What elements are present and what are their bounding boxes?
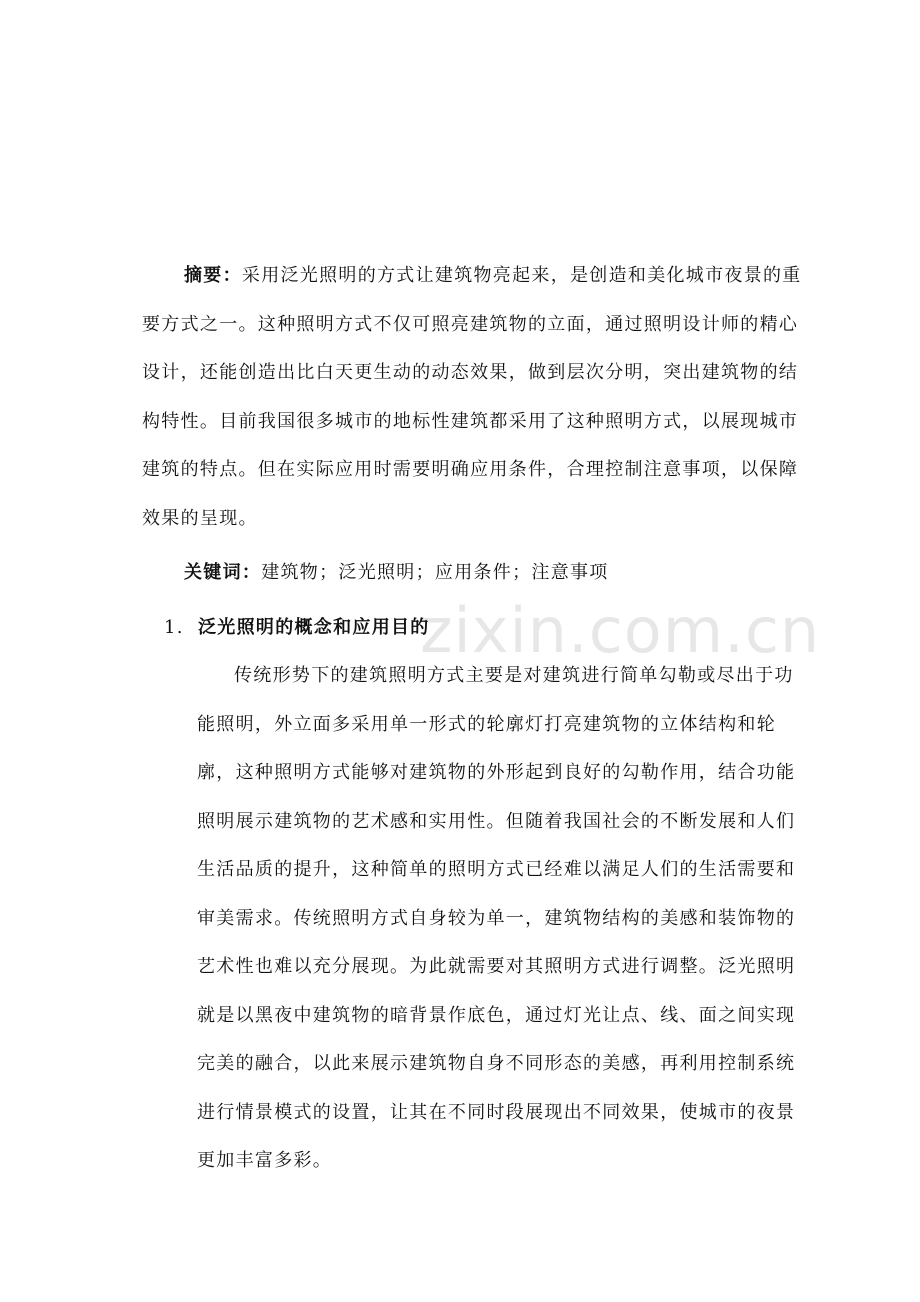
keywords-text: 建筑物；泛光照明；应用条件；注意事项 [261, 562, 609, 583]
section-line-6: 审美需求。传统照明方式自身较为单一，建筑物结构的美感和装饰物的 [197, 908, 796, 929]
abstract-line-4: 构特性。目前我国很多城市的地标性建筑都采用了这种照明方式，以展现城市 [142, 411, 799, 432]
abstract-line-6: 效果的呈现。 [142, 508, 258, 529]
section-line-9: 完美的融合，以此来展示建筑物自身不同形态的美感，再利用控制系统 [197, 1053, 796, 1074]
keywords-label: 关键词： [184, 562, 262, 583]
keywords [184, 561, 609, 585]
section-number: 1. [164, 617, 184, 638]
abstract-label: 摘要： [184, 265, 242, 286]
abstract-text: 采用泛光照明的方式让建筑物亮起来，是创造和美化城市夜景的重 [241, 265, 802, 286]
section-line-7: 艺术性也难以充分展现。为此就需要对其照明方式进行调整。泛光照明 [197, 956, 796, 977]
section-line-1: 传统形势下的建筑照明方式主要是对建筑进行简单勾勒或尽出于功 [234, 665, 794, 686]
section-line-10: 进行情景模式的设置，让其在不同时段展现出不同效果，使城市的夜景 [197, 1102, 796, 1123]
section-line-11: 更加丰富多彩。 [197, 1150, 333, 1171]
section-title: 泛光照明的概念和应用目的 [198, 617, 430, 638]
abstract-line-3: 设计，还能创造出比白天更生动的动态效果，做到层次分明，突出建筑物的结 [142, 362, 799, 383]
section-heading [164, 616, 430, 640]
abstract-line-2: 要方式之一。这种照明方式不仅可照亮建筑物的立面，通过照明设计师的精心 [142, 314, 799, 335]
section-line-2: 能照明，外立面多采用单一形式的轮廓灯打亮建筑物的立体结构和轮 [197, 714, 776, 735]
section-line-5: 生活品质的提升，这种简单的照明方式已经难以满足人们的生活需要和 [197, 859, 796, 880]
section-line-8: 就是以黑夜中建筑物的暗背景作底色，通过灯光让点、线、面之间实现 [197, 1005, 796, 1026]
abstract-line-1 [184, 264, 802, 288]
abstract-line-5: 建筑的特点。但在实际应用时需要明确应用条件，合理控制注意事项，以保障 [142, 459, 799, 480]
section-line-3: 廓，这种照明方式能够对建筑物的外形起到良好的勾勒作用，结合功能 [197, 762, 796, 783]
section-line-4: 照明展示建筑物的艺术感和实用性。但随着我国社会的不断发展和人们 [197, 811, 796, 832]
watermark: zixin.com.cn [420, 594, 821, 667]
